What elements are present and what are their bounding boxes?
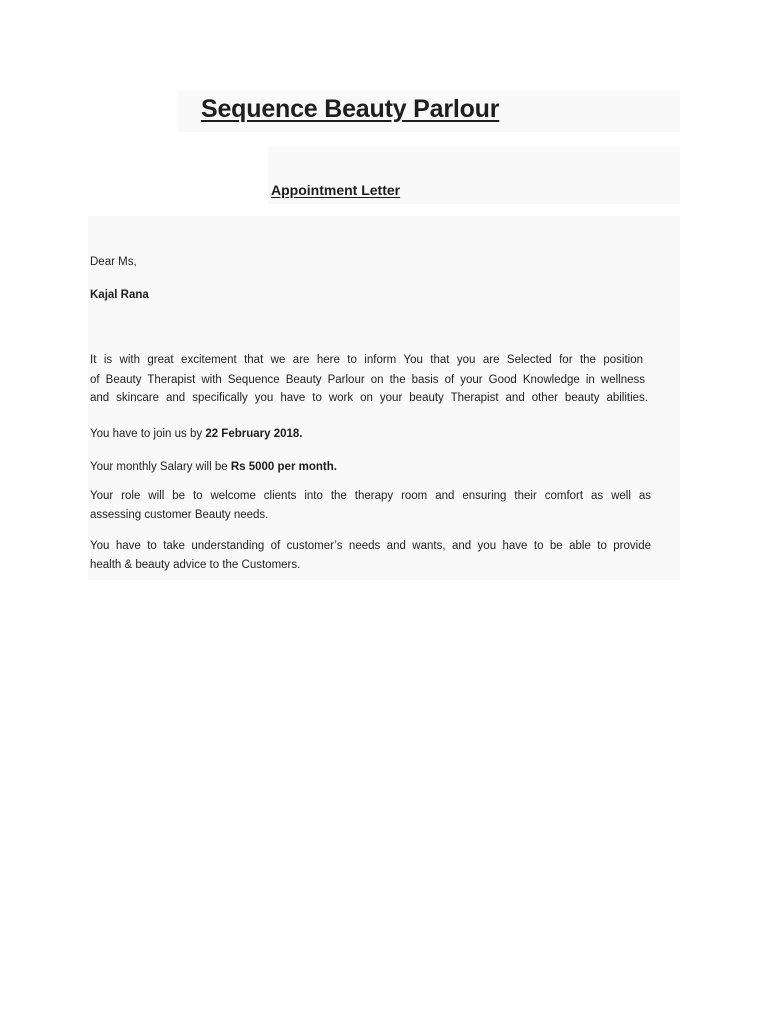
intro-line: of Beauty Therapist with Sequence Beauty Parlour on the basis of your Good Knowledge in wellness [90, 374, 645, 386]
letter-heading: Appointment Letter [271, 182, 401, 198]
salutation: Dear Ms, [90, 256, 137, 268]
join-date-prefix: You have to join us by [90, 428, 206, 440]
recipient-name: Kajal Rana [90, 289, 149, 301]
role-line: assessing customer Beauty needs. [90, 509, 269, 521]
join-date-line [90, 426, 302, 442]
duties-line: You have to take understanding of customer’s needs and wants, and you have to be able to provide [90, 540, 651, 552]
role-line: Your role will be to welcome clients into the therapy room and ensuring their comfort as well as [90, 490, 651, 502]
salary-value: Rs 5000 per month. [230, 461, 337, 473]
salary-prefix: Your monthly Salary will be [90, 461, 231, 473]
salary-line [90, 459, 337, 475]
intro-line: It is with great excitement that we are here to inform You that you are Selected for the position [90, 354, 643, 366]
company-title: Sequence Beauty Parlour [201, 95, 500, 123]
duties-line: health & beauty advice to the Customers. [90, 559, 301, 571]
intro-line: and skincare and specifically you have to work on your beauty Therapist and other beauty abilities. [90, 392, 648, 404]
join-date-value: 22 February 2018. [205, 428, 303, 440]
